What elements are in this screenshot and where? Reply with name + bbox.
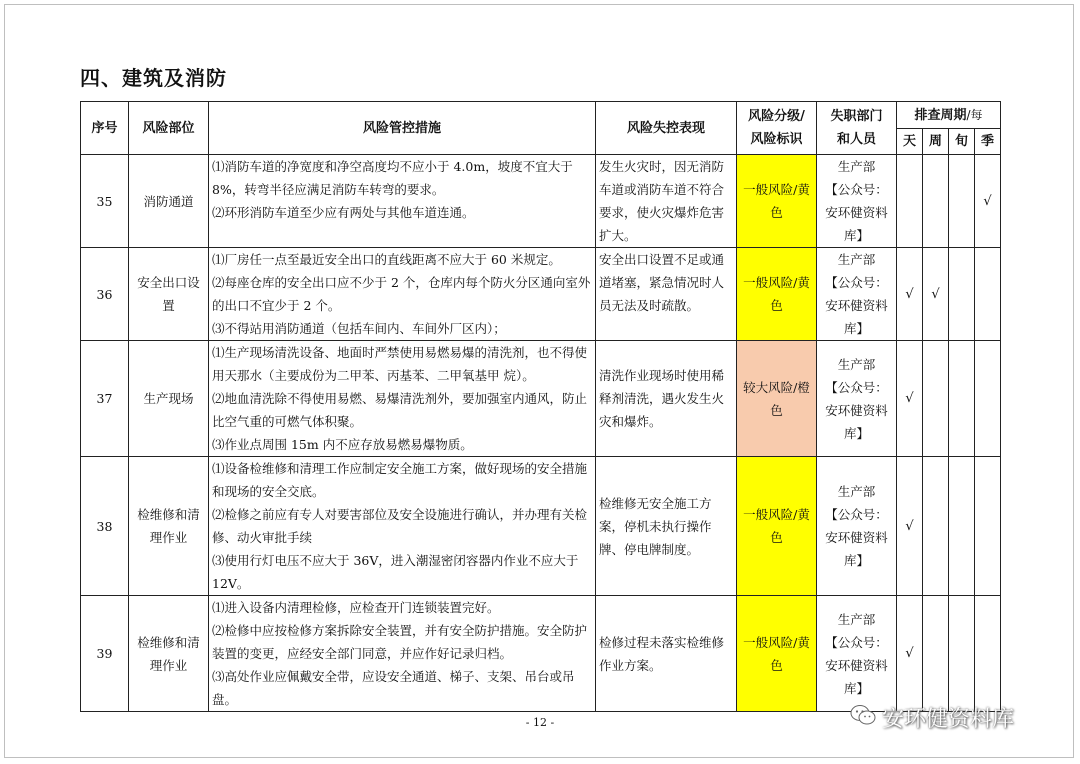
header-level-line1: 风险分级/ (748, 109, 805, 124)
check-day: √ (897, 341, 923, 457)
dept-line: 生产部 (837, 252, 876, 267)
header-measures: 风险管控措施 (209, 102, 596, 155)
row-seq: 37 (81, 341, 129, 457)
dept-line: 安环健资料 (825, 298, 888, 313)
row-level (737, 341, 817, 457)
measure-item: ⑴消防车道的净宽度和净空高度均不应小于 4.0m，坡度不宜大于 8%，转弯半径应满足消防车转弯的要求。 (212, 159, 573, 197)
row-measures (209, 155, 596, 248)
row-level (737, 596, 817, 712)
row-seq: 38 (81, 457, 129, 596)
dept-line: 安环健资料 (825, 402, 888, 418)
measure-item: ⑴进入设备内清理检修，应检查开门连锁装置完好。 (212, 600, 500, 615)
row-measures (209, 341, 596, 457)
risk-level-label: 一般风险/黄色 (743, 634, 810, 673)
row-dept (817, 457, 897, 596)
dept-line: 库】 (843, 680, 869, 696)
row-seq: 39 (81, 596, 129, 712)
measure-item: ⑶使用行灯电压不应大于 36V，进入潮湿密闭容器内作业不应大于 12V。 (212, 553, 579, 591)
header-dept-line1: 失职部门 (830, 109, 883, 124)
header-location: 风险部位 (129, 102, 209, 155)
dept-line: 安环健资料 (825, 205, 888, 220)
watermark (850, 702, 1014, 733)
header-period (897, 102, 1001, 129)
dept-line: 库】 (843, 425, 869, 441)
table-row (81, 155, 1001, 248)
measure-item: ⑵检修之前应有专人对要害部位及安全设施进行确认，并办理有关检修、动火审批手续 (212, 507, 588, 545)
header-season: 季 (975, 129, 1001, 155)
row-measures (209, 457, 596, 596)
check-week (923, 155, 949, 248)
check-xun (949, 596, 975, 712)
measure-item: ⑵每座仓库的安全出口应不少于 2 个，仓库内每个防火分区通向室外的出口不宜少于 2 个。 (212, 275, 591, 313)
check-season: √ (975, 155, 1001, 248)
row-dept (817, 248, 897, 341)
measure-item: ⑵环形消防车道至少应有两处与其他车道连通。 (212, 205, 475, 220)
check-season (975, 341, 1001, 457)
measure-item: ⑵检修中应按检修方案拆除安全装置，并有安全防护措施。安全防护装置的变更，应经安全部门同意，并应作好记录归档。 (212, 623, 588, 661)
row-failure: 检维修无安全施工方案，停机未执行操作牌、停电牌制度。 (596, 457, 737, 596)
dept-line: 【公众号： (825, 182, 888, 197)
page-number: - 12 - (525, 716, 555, 729)
row-level (737, 457, 817, 596)
row-measures (209, 248, 596, 341)
dept-line: 【公众号： (825, 275, 888, 290)
row-failure: 安全出口设置不足或通道堵塞，紧急情况时人员无法及时疏散。 (596, 248, 737, 341)
risk-level-label: 较大风险/橙色 (743, 379, 810, 418)
row-failure: 检修过程未落实检维修作业方案。 (596, 596, 737, 712)
measure-item: ⑴生产现场清洗设备、地面时严禁使用易燃易爆的清洗剂，也不得使用天那水（主要成份为二甲苯、丙基苯、二甲氧基甲 烷）。 (212, 345, 588, 383)
header-level-line2: 风险标识 (750, 132, 803, 147)
check-week: √ (923, 248, 949, 341)
check-day: √ (897, 457, 923, 596)
dept-line: 生产部 (837, 611, 876, 627)
watermark-text: 安环健资料库 (882, 707, 1015, 732)
measure-item: ⑴设备检维修和清理工作应制定安全施工方案，做好现场的安全措施和现场的安全交底。 (212, 461, 588, 499)
header-xun: 旬 (949, 129, 975, 155)
measure-item: ⑴厂房任一点至最近安全出口的直线距离不应大于 60 米规定。 (212, 252, 561, 267)
dept-line: 【公众号： (825, 634, 888, 650)
risk-level-label: 一般风险/黄色 (743, 182, 810, 220)
row-location: 生产现场 (129, 341, 209, 457)
row-location: 检维修和清理作业 (129, 457, 209, 596)
section-title: 四、建筑及消防 (80, 66, 227, 90)
dept-line: 安环健资料 (825, 530, 888, 545)
row-failure: 清洗作业现场时使用稀释剂清洗，遇火发生火灾和爆炸。 (596, 341, 737, 457)
check-season (975, 457, 1001, 596)
risk-level-label: 一般风险/黄色 (743, 507, 810, 545)
measure-item: ⑶作业点周围 15m 内不应存放易燃易爆物质。 (212, 437, 473, 452)
dept-line: 库】 (843, 228, 869, 243)
check-xun (949, 155, 975, 248)
row-location: 消防通道 (129, 155, 209, 248)
dept-line: 【公众号： (825, 379, 888, 395)
check-day (897, 155, 923, 248)
dept-line: 安环健资料 (825, 657, 888, 673)
measure-item: ⑶高处作业应佩戴安全带，应设安全通道、梯子、支架、吊台或吊盘。 (212, 669, 575, 707)
table-row (81, 457, 1001, 596)
header-dept (817, 102, 897, 155)
check-xun (949, 457, 975, 596)
header-dept-line2: 和人员 (836, 132, 876, 147)
measure-item: ⑵地血清洗除不得使用易燃、易爆清洗剂外，要加强室内通风，防止比空气重的可燃气体积聚。 (212, 391, 588, 429)
header-period-suffix: /每 (966, 107, 983, 122)
check-week (923, 596, 949, 712)
dept-line: 生产部 (837, 484, 876, 499)
header-week: 周 (923, 129, 949, 155)
row-dept (817, 155, 897, 248)
check-season (975, 596, 1001, 712)
row-dept (817, 341, 897, 457)
check-week (923, 341, 949, 457)
header-failure: 风险失控表现 (596, 102, 737, 155)
dept-line: 生产部 (837, 356, 876, 372)
dept-line: 库】 (843, 321, 869, 336)
header-day: 天 (897, 129, 923, 155)
table-row (81, 248, 1001, 341)
table-row (81, 596, 1001, 712)
dept-line: 生产部 (837, 159, 876, 174)
measure-item: ⑶不得站用消防通道（包括车间内、车间外厂区内）； (212, 321, 506, 336)
row-failure: 发生火灾时，因无消防车道或消防车道不符合要求，使火灾爆炸危害扩大。 (596, 155, 737, 248)
row-location: 安全出口设置 (129, 248, 209, 341)
check-xun (949, 248, 975, 341)
row-seq: 35 (81, 155, 129, 248)
row-location: 检维修和清理作业 (129, 596, 209, 712)
row-level (737, 155, 817, 248)
row-measures (209, 596, 596, 712)
dept-line: 【公众号： (825, 507, 888, 522)
risk-control-table (80, 101, 1001, 712)
risk-level-label: 一般风险/黄色 (743, 275, 810, 313)
table-row (81, 341, 1001, 457)
check-week (923, 457, 949, 596)
check-season (975, 248, 1001, 341)
check-day: √ (897, 596, 923, 712)
wechat-icon (850, 704, 876, 732)
row-level (737, 248, 817, 341)
header-seq: 序号 (81, 102, 129, 155)
row-seq: 36 (81, 248, 129, 341)
header-period-main: 排查周期 (914, 107, 967, 123)
dept-line: 库】 (843, 553, 869, 568)
header-level (737, 102, 817, 155)
row-dept (817, 596, 897, 712)
check-day: √ (897, 248, 923, 341)
check-xun (949, 341, 975, 457)
